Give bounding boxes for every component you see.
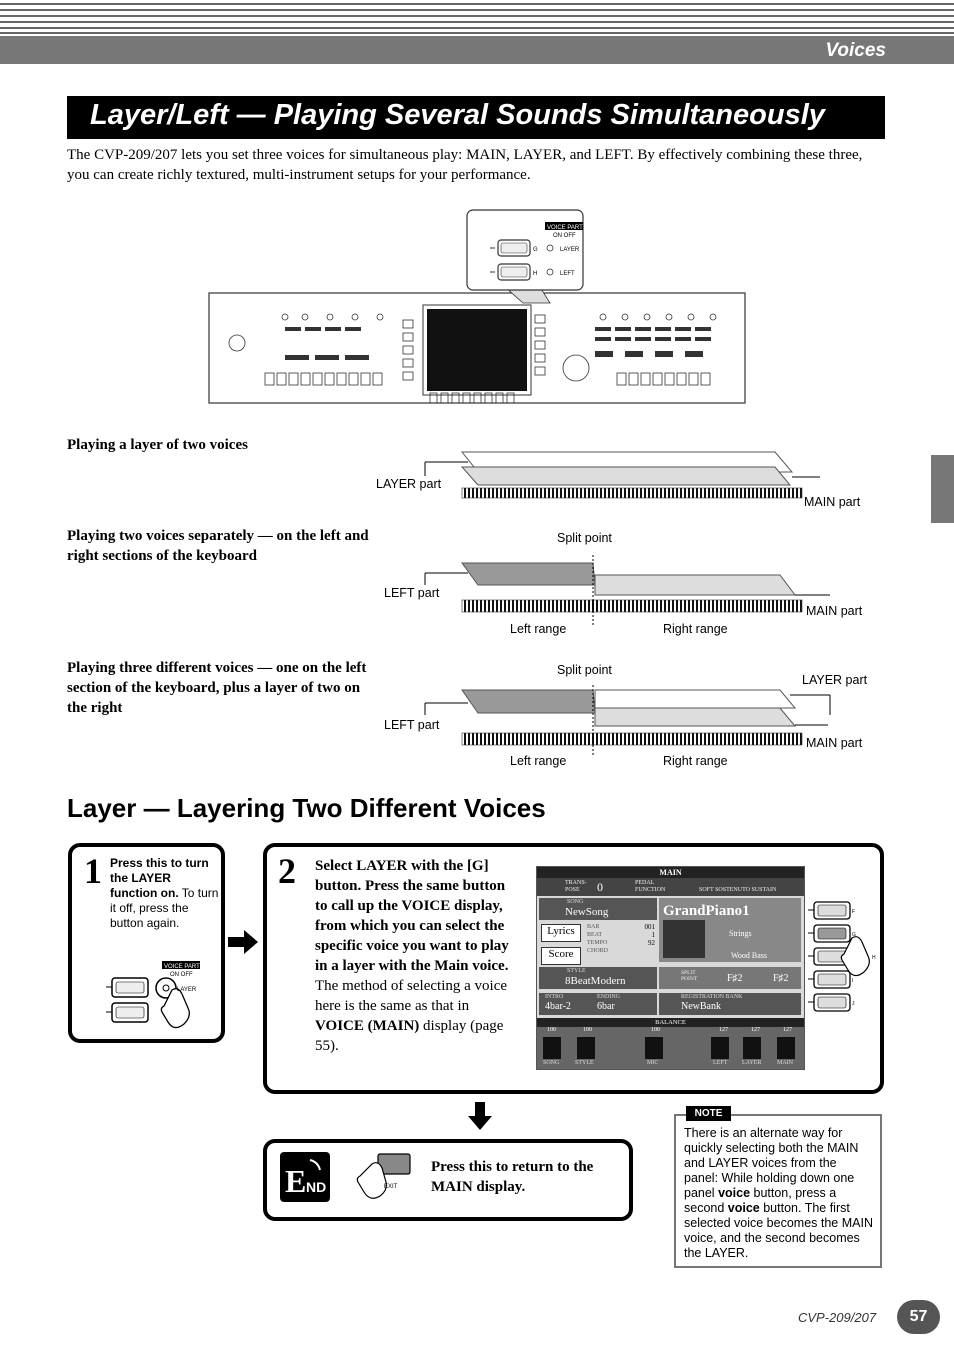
- note-b2: voice: [727, 1201, 760, 1215]
- lcd-title: MAIN: [537, 867, 804, 878]
- lcd-bal-label-left: LEFT: [713, 1060, 728, 1066]
- callout-on-off-label: ON OFF: [553, 233, 576, 239]
- diagram1-main-label: MAIN part: [804, 495, 861, 509]
- thumb-index-tab: [931, 455, 954, 523]
- callout-layer-label: LAYER: [560, 247, 580, 253]
- lcd-split-label: SPLIT POINT: [681, 970, 698, 982]
- lcd-bal-label-mic: MIC: [647, 1060, 659, 1066]
- lcd-voice-main: GrandPiano1: [663, 903, 750, 919]
- callout-key-g: G: [533, 247, 538, 253]
- header-rule-lines: [0, 0, 954, 36]
- callout-left-label: LEFT: [560, 271, 575, 277]
- lcd-bal-value-mic: 100: [651, 1027, 660, 1033]
- diagram2-main-label: MAIN part: [806, 604, 863, 618]
- diagram1-keyboard: [420, 450, 820, 500]
- note-p2: button, press a second: [684, 1186, 837, 1215]
- note-p3: button. The first selected voice becomes the MAIN voice, and the second becomes the LAYER.: [684, 1201, 873, 1260]
- lcd-score-button[interactable]: Score: [541, 947, 581, 965]
- lcd-bal-label-layer: LAYER: [742, 1060, 762, 1066]
- diagram3-heading: Playing three different voices — one on the left section of the keyboard, plus a layer of two on the right: [67, 660, 367, 716]
- step2-text-b: VOICE (MAIN): [315, 1018, 420, 1034]
- lcd-voice-left: Wood Bass: [731, 951, 768, 960]
- lcd-beat-label: BEAT: [587, 932, 602, 938]
- step1-button-illustration: [104, 960, 219, 1035]
- lcd-bar-value: 001: [644, 923, 655, 931]
- side-key-i: I: [852, 978, 854, 984]
- diagram3-split-label: Split point: [557, 663, 612, 677]
- lcd-fader-layer[interactable]: [743, 1037, 761, 1059]
- note-b1: voice: [718, 1186, 751, 1200]
- note-p1: There is an alternate way for quickly selecting both the MAIN and LAYER voices from the panel: While holding down one panel: [684, 1126, 859, 1200]
- step2-bold: Select LAYER with the [G] button. Press the same button to call up the VOICE display, from which you can select the specific voice you want to play in a layer with the Main voice.: [315, 858, 509, 974]
- lcd-fader-mic[interactable]: [645, 1037, 663, 1059]
- side-key-g: G: [852, 932, 856, 938]
- lcd-bar-beat-values: [635, 923, 655, 947]
- diagram2-left-range-label: Left range: [510, 622, 567, 636]
- diagram3-left-label: LEFT part: [384, 718, 440, 732]
- section-title: Voices: [825, 40, 886, 61]
- lcd-bal-value-song: 100: [547, 1027, 556, 1033]
- lcd-split-right: F♯2: [773, 973, 789, 984]
- diagram2-heading: Playing two voices separately — on the left and right sections of the keyboard: [67, 528, 369, 564]
- end-box-text: Press this to return to the MAIN display.: [431, 1159, 594, 1195]
- lcd-bal-label-main: MAIN: [777, 1060, 793, 1066]
- lcd-intro-value: 4bar-2: [545, 1001, 571, 1012]
- lcd-voice-layer: Strings: [729, 929, 752, 938]
- lcd-transpose-value: 0: [597, 880, 603, 894]
- callout-voice-part-label: VOICE PART: [547, 225, 583, 231]
- arrow-right-icon: [228, 930, 258, 954]
- lcd-ending-label: ENDING: [597, 994, 620, 1000]
- lcd-fader-left[interactable]: [711, 1037, 729, 1059]
- lcd-song-label: SONG: [567, 899, 584, 905]
- lcd-bal-value-layer: 127: [751, 1027, 760, 1033]
- diagram1-layer-label: LAYER part: [376, 477, 442, 491]
- lcd-bal-value-main: 127: [783, 1027, 792, 1033]
- diagram3-layer-label: LAYER part: [802, 673, 868, 687]
- exit-button-illustration: [350, 1150, 415, 1205]
- lcd-lyrics-button[interactable]: Lyrics: [541, 924, 581, 942]
- lcd-ending-value: 6bar: [597, 1001, 615, 1012]
- lcd-bal-label-style: STYLE: [575, 1060, 594, 1066]
- diagram2-split-label: Split point: [557, 531, 612, 545]
- step1-voice-part-label: VOICE PART: [164, 964, 200, 970]
- svg-text:ND: ND: [306, 1179, 327, 1195]
- diagram2-right-range-label: Right range: [663, 622, 728, 636]
- footer-model: CVP-209/207: [798, 1310, 877, 1325]
- diagram3-right-range-label: Right range: [663, 754, 728, 768]
- callout-key-h: H: [533, 271, 538, 277]
- step1-number: 1: [84, 851, 102, 891]
- lcd-style-name: 8BeatModern: [565, 975, 626, 987]
- step1-rest: To turn it off, press the button again.: [110, 886, 219, 930]
- lcd-bar-label: BAR: [587, 924, 600, 930]
- exit-label: EXIT: [384, 1184, 398, 1190]
- end-icon: [280, 1152, 330, 1202]
- diagram3-keyboard: [420, 685, 840, 760]
- layer-section-heading: Layer — Layering Two Different Voices: [67, 793, 546, 823]
- lcd-pedal-label: PEDAL FUNCTION: [635, 880, 666, 893]
- step2-text-c: display (page 55).: [315, 1018, 504, 1054]
- note-badge: NOTE: [686, 1106, 731, 1121]
- lcd-style-label: STYLE: [567, 968, 586, 974]
- step2-number: 2: [278, 851, 296, 891]
- lcd-intro-label: INTRO: [545, 994, 564, 1000]
- step1-text: [110, 856, 220, 931]
- side-key-f: F: [852, 909, 856, 915]
- lcd-beat-value: 1: [651, 931, 655, 939]
- step1-layer-label: LAYER: [177, 987, 197, 993]
- diagram3-main-label: MAIN part: [806, 736, 863, 750]
- diagram2-left-label: LEFT part: [384, 586, 440, 600]
- lcd-chord-label: CHORD: [587, 948, 609, 954]
- lcd-song-name: NewSong: [565, 906, 609, 918]
- step2-text: [315, 856, 520, 1056]
- panel-illustration: [205, 205, 750, 415]
- diagram3-left-range-label: Left range: [510, 754, 567, 768]
- lcd-fader-style[interactable]: [577, 1037, 595, 1059]
- main-display-lcd: [536, 866, 805, 1070]
- lcd-fader-main[interactable]: [777, 1037, 795, 1059]
- lcd-bal-label-song: SONG: [543, 1060, 560, 1066]
- lcd-fader-song[interactable]: [543, 1037, 561, 1059]
- step2-text-a: The method of selecting a voice here is the same as that in: [315, 978, 508, 1014]
- section-header-bar: [0, 36, 954, 64]
- page-title: Layer/Left — Playing Several Sounds Simultaneously: [90, 99, 825, 131]
- lcd-pedals: SOFT SOSTENUTO SUSTAIN: [699, 887, 777, 893]
- step1-bold: Press this to turn the LAYER function on.: [110, 856, 209, 900]
- diagram2-keyboard: [420, 555, 840, 630]
- page-number: 57: [897, 1300, 940, 1334]
- arrow-down-icon: [468, 1102, 492, 1130]
- side-buttons-illustration: [806, 898, 878, 1018]
- lcd-balance-title: BALANCE: [537, 1018, 804, 1027]
- piano-image: [663, 920, 705, 958]
- lcd-transpose-label: TRANS-POSE: [565, 880, 587, 893]
- side-key-j: J: [852, 1001, 855, 1007]
- step1-on-off-label: ON OFF: [170, 972, 193, 978]
- lcd-split-left: F♯2: [727, 973, 743, 984]
- svg-text:E: E: [285, 1163, 307, 1199]
- lcd-bal-value-left: 127: [719, 1027, 728, 1033]
- intro-paragraph: The CVP-209/207 lets you set three voices for simultaneous play: MAIN, LAYER, and LEFT. By effectively combining these three, you can create richly textured, multi-instrument setups for your performance.: [67, 147, 863, 183]
- lcd-tempo-label: TEMPO: [587, 940, 608, 946]
- diagram1-heading: Playing a layer of two voices: [67, 437, 248, 453]
- side-key-h: H: [872, 955, 876, 961]
- lcd-reg-label: REGISTRATION BANK: [681, 994, 743, 1000]
- lcd-bal-value-style: 100: [583, 1027, 592, 1033]
- lcd-bar-beat-labels: [587, 923, 608, 955]
- note-text: [684, 1126, 874, 1261]
- lcd-tempo-value: 92: [648, 939, 655, 947]
- lcd-reg-value: NewBank: [681, 1001, 721, 1012]
